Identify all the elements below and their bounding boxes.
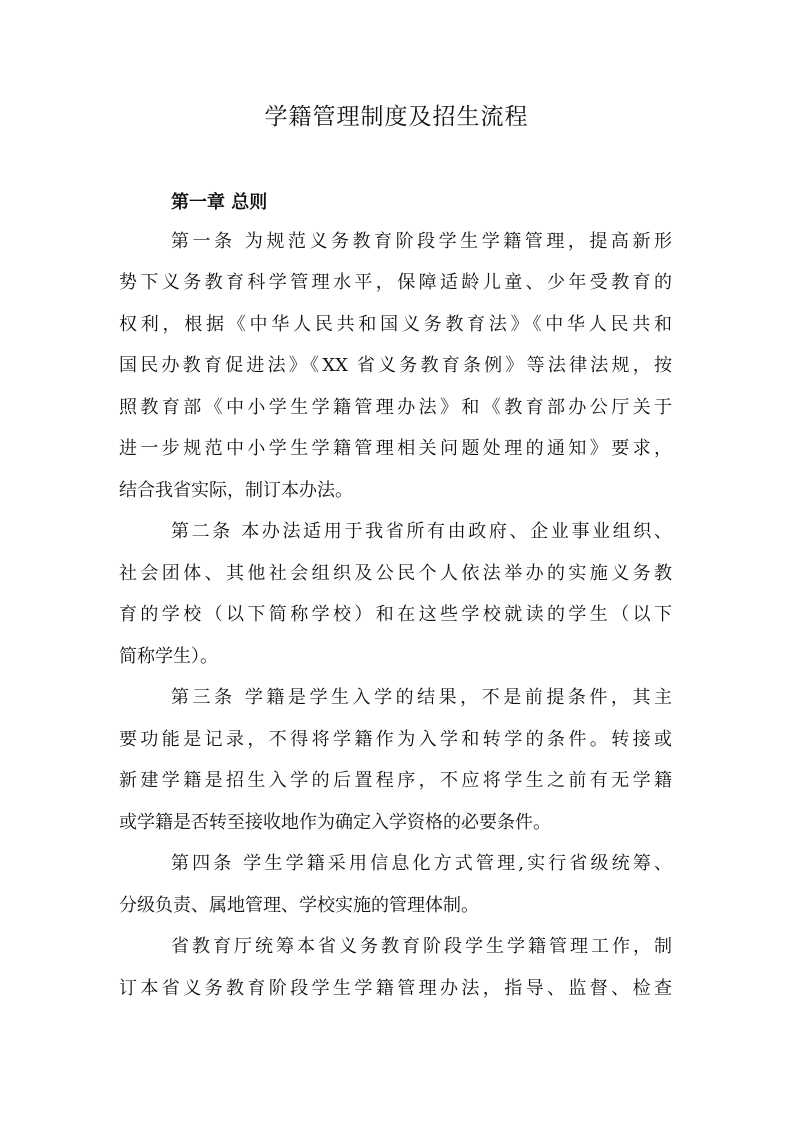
chapter-heading: 第一章 总则 (171, 192, 268, 213)
article-3-line-1: 第三条 学籍是学生入学的结果，不是前提条件，其主 (171, 687, 672, 708)
article-1-line-6: 进一步规范中小学生学籍管理相关问题处理的通知》要求， (119, 438, 672, 459)
article-2-line-3: 育的学校（以下简称学校）和在这些学校就读的学生（以下 (119, 604, 672, 625)
article-3-line-4: 或学籍是否转至接收地作为确定入学资格的必要条件。 (119, 812, 551, 833)
article-1-line-1: 第一条 为规范义务教育阶段学生学籍管理，提高新形 (171, 231, 672, 252)
article-2-line-4: 简称学生）。 (119, 646, 218, 667)
article-1-line-4: 国民办教育促进法》《XX 省义务教育条例》等法律法规，按 (119, 355, 672, 376)
article-2-line-1: 第二条 本办法适用于我省所有由政府、企业事业组织、 (171, 521, 672, 542)
paragraph-5-line-1: 省教育厅统筹本省义务教育阶段学生学籍管理工作，制 (171, 936, 672, 957)
article-4-line-2: 分级负责、属地管理、学校实施的管理体制。 (119, 895, 479, 916)
article-3-line-3: 新建学籍是招生入学的后置程序，不应将学生之前有无学籍 (119, 770, 672, 791)
article-2-line-2: 社会团体、其他社会组织及公民个人依法举办的实施义务教 (119, 563, 672, 584)
article-1-line-5: 照教育部《中小学生学籍管理办法》和《教育部办公厅关于 (119, 397, 672, 418)
article-4-line-1: 第四条 学生学籍采用信息化方式管理,实行省级统筹、 (171, 853, 672, 874)
article-1-line-3: 权利，根据《中华人民共和国义务教育法》《中华人民共和 (119, 314, 672, 335)
paragraph-5-line-2: 订本省义务教育阶段学生学籍管理办法，指导、监督、检查 (119, 978, 672, 999)
article-1-line-7: 结合我省实际，制订本办法。 (119, 480, 353, 501)
document-title: 学籍管理制度及招生流程 (264, 104, 529, 130)
article-3-line-2: 要功能是记录，不得将学籍作为入学和转学的条件。转接或 (119, 729, 672, 750)
article-1-line-2: 势下义务教育科学管理水平，保障适龄儿童、少年受教育的 (119, 272, 672, 293)
